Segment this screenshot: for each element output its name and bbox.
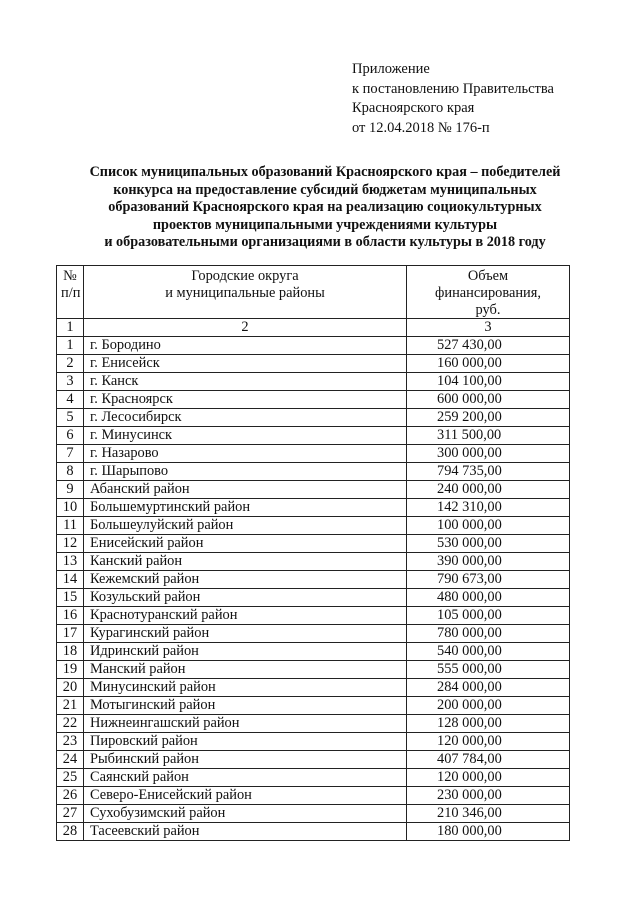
appendix-line: к постановлению Правительства xyxy=(352,80,554,97)
row-name: Идринский район xyxy=(84,643,407,661)
row-amount: 142 310,00 xyxy=(407,499,570,517)
table-row xyxy=(57,715,570,733)
row-name: Манский район xyxy=(84,661,407,679)
row-number: 9 xyxy=(57,481,84,499)
row-amount: 128 000,00 xyxy=(407,715,570,733)
title-line: проектов муниципальными учреждениями культуры xyxy=(152,216,498,233)
row-name: Большеулуйский район xyxy=(84,517,407,535)
title-line: и образовательными организациями в области культуры в 2018 году xyxy=(104,234,546,251)
row-amount: 259 200,00 xyxy=(407,409,570,427)
row-name: Пировский район xyxy=(84,733,407,751)
table-row xyxy=(57,571,570,589)
row-name: г. Минусинск xyxy=(84,427,407,445)
header-number-line1: № xyxy=(63,268,77,284)
document-title xyxy=(40,164,610,252)
header-amount-line2: финансирования, xyxy=(435,284,541,301)
row-amount: 480 000,00 xyxy=(407,589,570,607)
row-name: Саянский район xyxy=(84,769,407,787)
row-name: г. Бородино xyxy=(84,337,407,355)
title-line: образований Красноярского края на реализацию социокультурных xyxy=(108,199,542,216)
row-number: 27 xyxy=(57,805,84,823)
appendix-block xyxy=(352,60,554,138)
row-name: г. Лесосибирск xyxy=(84,409,407,427)
row-number: 28 xyxy=(57,823,84,841)
row-number: 18 xyxy=(57,643,84,661)
row-number: 19 xyxy=(57,661,84,679)
row-amount: 160 000,00 xyxy=(407,355,570,373)
header-name xyxy=(84,266,407,319)
column-number: 1 xyxy=(57,319,84,337)
header-name-line2: и муниципальные районы xyxy=(165,284,325,301)
row-amount: 200 000,00 xyxy=(407,697,570,715)
row-name: Козульский район xyxy=(84,589,407,607)
row-number: 24 xyxy=(57,751,84,769)
table-header-row xyxy=(57,266,570,319)
row-number: 8 xyxy=(57,463,84,481)
table-row xyxy=(57,805,570,823)
table-row xyxy=(57,463,570,481)
row-amount: 180 000,00 xyxy=(407,823,570,841)
row-amount: 407 784,00 xyxy=(407,751,570,769)
row-number: 6 xyxy=(57,427,84,445)
table-row xyxy=(57,661,570,679)
table-row xyxy=(57,823,570,841)
table-row xyxy=(57,733,570,751)
table-row xyxy=(57,535,570,553)
row-name: Минусинский район xyxy=(84,679,407,697)
table-row xyxy=(57,337,570,355)
row-amount: 120 000,00 xyxy=(407,769,570,787)
row-name: Канский район xyxy=(84,553,407,571)
row-name: Северо-Енисейский район xyxy=(84,787,407,805)
appendix-line: Приложение xyxy=(352,61,430,77)
table-row xyxy=(57,769,570,787)
row-amount: 100 000,00 xyxy=(407,517,570,535)
header-amount-line1: Объем xyxy=(467,268,509,284)
row-number: 1 xyxy=(57,337,84,355)
header-name-line1: Городские округа xyxy=(191,268,299,284)
table-row xyxy=(57,589,570,607)
row-amount: 527 430,00 xyxy=(407,337,570,355)
header-number-line2: п/п xyxy=(61,284,81,301)
row-number: 14 xyxy=(57,571,84,589)
row-number: 20 xyxy=(57,679,84,697)
row-number: 7 xyxy=(57,445,84,463)
row-amount: 794 735,00 xyxy=(407,463,570,481)
table-row xyxy=(57,697,570,715)
table-row xyxy=(57,427,570,445)
row-number: 3 xyxy=(57,373,84,391)
row-amount: 210 346,00 xyxy=(407,805,570,823)
row-amount: 530 000,00 xyxy=(407,535,570,553)
column-number-row xyxy=(57,319,570,337)
row-number: 25 xyxy=(57,769,84,787)
column-number: 2 xyxy=(84,319,407,337)
row-name: г. Шарыпово xyxy=(84,463,407,481)
appendix-line: от 12.04.2018 № 176-п xyxy=(352,119,490,136)
row-amount: 311 500,00 xyxy=(407,427,570,445)
table-row xyxy=(57,643,570,661)
row-amount: 390 000,00 xyxy=(407,553,570,571)
row-amount: 540 000,00 xyxy=(407,643,570,661)
winners-table xyxy=(56,265,570,841)
row-number: 17 xyxy=(57,625,84,643)
row-number: 12 xyxy=(57,535,84,553)
table-row xyxy=(57,409,570,427)
row-amount: 105 000,00 xyxy=(407,607,570,625)
row-name: г. Енисейск xyxy=(84,355,407,373)
row-number: 10 xyxy=(57,499,84,517)
row-number: 13 xyxy=(57,553,84,571)
row-amount: 790 673,00 xyxy=(407,571,570,589)
row-name: г. Назарово xyxy=(84,445,407,463)
row-amount: 230 000,00 xyxy=(407,787,570,805)
row-name: г. Канск xyxy=(84,373,407,391)
row-name: Нижнеингашский район xyxy=(84,715,407,733)
header-number xyxy=(57,266,84,319)
table-row xyxy=(57,751,570,769)
table-row xyxy=(57,607,570,625)
row-number: 16 xyxy=(57,607,84,625)
row-amount: 600 000,00 xyxy=(407,391,570,409)
row-number: 23 xyxy=(57,733,84,751)
row-name: г. Красноярск xyxy=(84,391,407,409)
row-name: Кежемский район xyxy=(84,571,407,589)
row-name: Тасеевский район xyxy=(84,823,407,841)
row-amount: 284 000,00 xyxy=(407,679,570,697)
row-amount: 104 100,00 xyxy=(407,373,570,391)
row-amount: 780 000,00 xyxy=(407,625,570,643)
table-row xyxy=(57,625,570,643)
header-amount-line3: руб. xyxy=(475,301,501,318)
column-number: 3 xyxy=(407,319,570,337)
row-name: Большемуртинский район xyxy=(84,499,407,517)
table-row xyxy=(57,391,570,409)
table-row xyxy=(57,355,570,373)
row-number: 5 xyxy=(57,409,84,427)
title-line: конкурса на предоставление субсидий бюджетам муниципальных xyxy=(113,181,537,198)
row-name: Рыбинский район xyxy=(84,751,407,769)
row-number: 21 xyxy=(57,697,84,715)
appendix-line: Красноярского края xyxy=(352,100,475,116)
row-number: 15 xyxy=(57,589,84,607)
row-amount: 120 000,00 xyxy=(407,733,570,751)
row-name: Курагинский район xyxy=(84,625,407,643)
title-line: Список муниципальных образований Красноярского края – победителей xyxy=(89,164,561,180)
row-name: Абанский район xyxy=(84,481,407,499)
row-amount: 300 000,00 xyxy=(407,445,570,463)
row-number: 4 xyxy=(57,391,84,409)
row-name: Мотыгинский район xyxy=(84,697,407,715)
table-row xyxy=(57,787,570,805)
row-name: Енисейский район xyxy=(84,535,407,553)
table-row xyxy=(57,499,570,517)
row-number: 11 xyxy=(57,517,84,535)
table-row xyxy=(57,481,570,499)
row-number: 22 xyxy=(57,715,84,733)
row-name: Сухобузимский район xyxy=(84,805,407,823)
header-amount xyxy=(407,266,570,319)
row-number: 26 xyxy=(57,787,84,805)
row-amount: 240 000,00 xyxy=(407,481,570,499)
row-amount: 555 000,00 xyxy=(407,661,570,679)
table-row xyxy=(57,553,570,571)
row-number: 2 xyxy=(57,355,84,373)
table-row xyxy=(57,517,570,535)
table-row xyxy=(57,679,570,697)
table-row xyxy=(57,373,570,391)
row-name: Краснотуранский район xyxy=(84,607,407,625)
table-row xyxy=(57,445,570,463)
